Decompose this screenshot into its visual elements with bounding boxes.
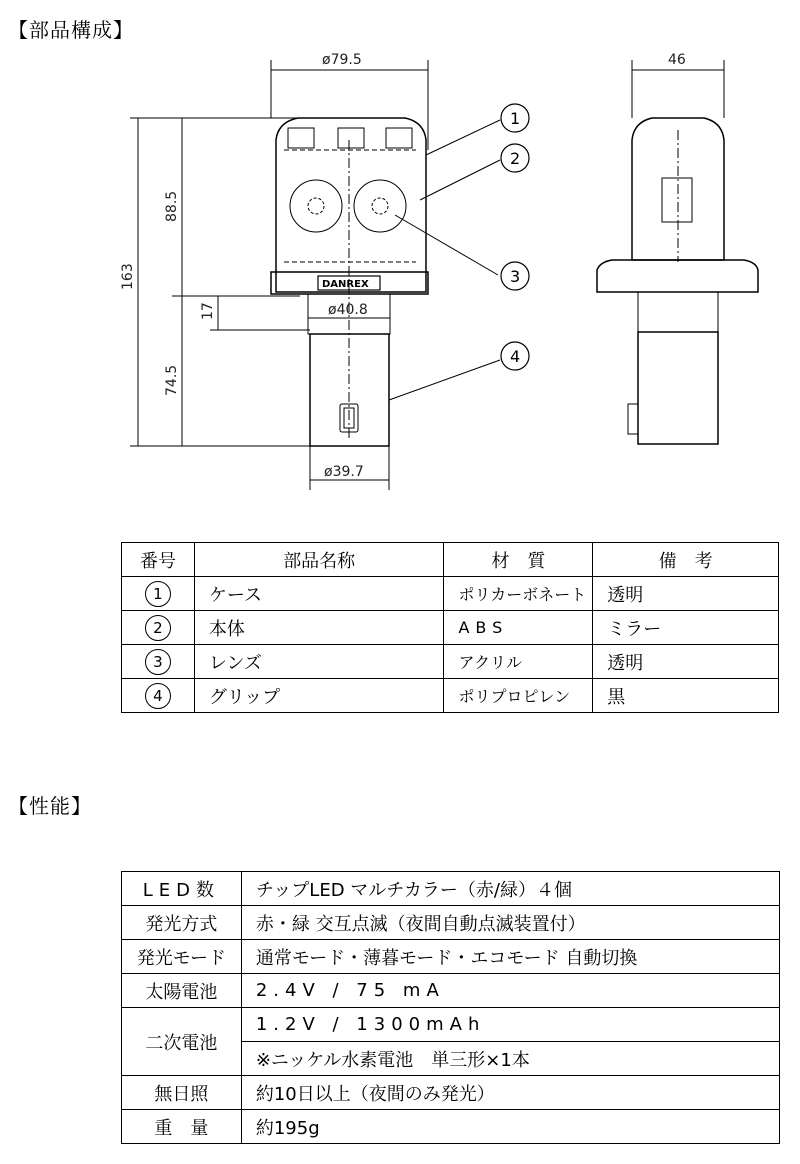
spec-value-battery: 1.2V / 1300mAh: [241, 1008, 779, 1042]
part-name: レンズ: [194, 645, 444, 679]
part-name: 本体: [194, 611, 444, 645]
row-number: 4: [145, 683, 171, 709]
spec-label-flash: 発光方式: [122, 906, 242, 940]
spec-label-led: LED数: [122, 872, 242, 906]
spec-value-mode: 通常モード・薄暮モード・エコモード 自動切換: [241, 940, 779, 974]
table-row: [122, 872, 780, 906]
callout-4: 4: [510, 347, 521, 366]
header-material: 材 質: [444, 543, 593, 577]
table-row: [122, 974, 780, 1008]
table-row: [122, 611, 779, 645]
brand-label: DANREX: [322, 279, 369, 290]
dim-side-width: 46: [668, 52, 686, 68]
part-material: ポリプロピレン: [444, 679, 593, 713]
table-row: [122, 645, 779, 679]
parts-table: [121, 542, 779, 713]
dim-step-height: 17: [200, 302, 216, 320]
part-note: ミラー: [593, 611, 779, 645]
spec-label-battery: 二次電池: [122, 1008, 242, 1076]
table-row: [122, 1110, 780, 1144]
header-part-name: 部品名称: [194, 543, 444, 577]
spec-label-no-sunlight: 無日照: [122, 1076, 242, 1110]
dim-front-width: ø79.5: [322, 52, 362, 68]
dim-upper-height: 88.5: [164, 190, 180, 222]
spec-label-solar: 太陽電池: [122, 974, 242, 1008]
table-row: [122, 1008, 780, 1042]
spec-value-battery-note: ※ニッケル水素電池 単三形×1本: [241, 1042, 779, 1076]
row-number: 2: [145, 615, 171, 641]
header-note: 備 考: [593, 543, 779, 577]
part-material: ポリカーボネート: [444, 577, 593, 611]
part-note: 黒: [593, 679, 779, 713]
row-number: 3: [145, 649, 171, 675]
spec-value-led: チップLED マルチカラー（赤/緑）４個: [241, 872, 779, 906]
spec-value-no-sunlight: 約10日以上（夜間のみ発光）: [241, 1076, 779, 1110]
parts-section-title: 【部品構成】: [8, 18, 134, 42]
part-name: ケース: [194, 577, 444, 611]
spec-value-flash: 赤・緑 交互点滅（夜間自動点滅装置付）: [241, 906, 779, 940]
table-row: [122, 679, 779, 713]
table-row: [122, 940, 780, 974]
callout-1: 1: [510, 109, 521, 128]
part-note: 透明: [593, 645, 779, 679]
part-material: ABS: [444, 611, 593, 645]
spec-value-weight: 約195g: [241, 1110, 779, 1144]
spec-label-mode: 発光モード: [122, 940, 242, 974]
table-row: [122, 577, 779, 611]
performance-section-title: 【性能】: [8, 794, 92, 818]
spec-label-weight: 重 量: [122, 1110, 242, 1144]
row-number: 1: [145, 581, 171, 607]
dim-neck-diameter: ø40.8: [328, 302, 368, 318]
part-material: アクリル: [444, 645, 593, 679]
callout-3: 3: [510, 267, 521, 286]
header-number: 番号: [122, 543, 195, 577]
part-note: 透明: [593, 577, 779, 611]
table-row: [122, 1076, 780, 1110]
dim-lower-height: 74.5: [164, 364, 180, 396]
dim-total-height: 163: [120, 263, 136, 290]
performance-table: [121, 871, 780, 1144]
part-name: グリップ: [194, 679, 444, 713]
spec-value-solar: 2.4V / 75 mA: [241, 974, 779, 1008]
dim-grip-diameter: ø39.7: [324, 464, 364, 480]
parts-table-header: [122, 543, 779, 577]
callout-2: 2: [510, 149, 521, 168]
technical-drawing: [0, 40, 800, 510]
table-row: [122, 906, 780, 940]
